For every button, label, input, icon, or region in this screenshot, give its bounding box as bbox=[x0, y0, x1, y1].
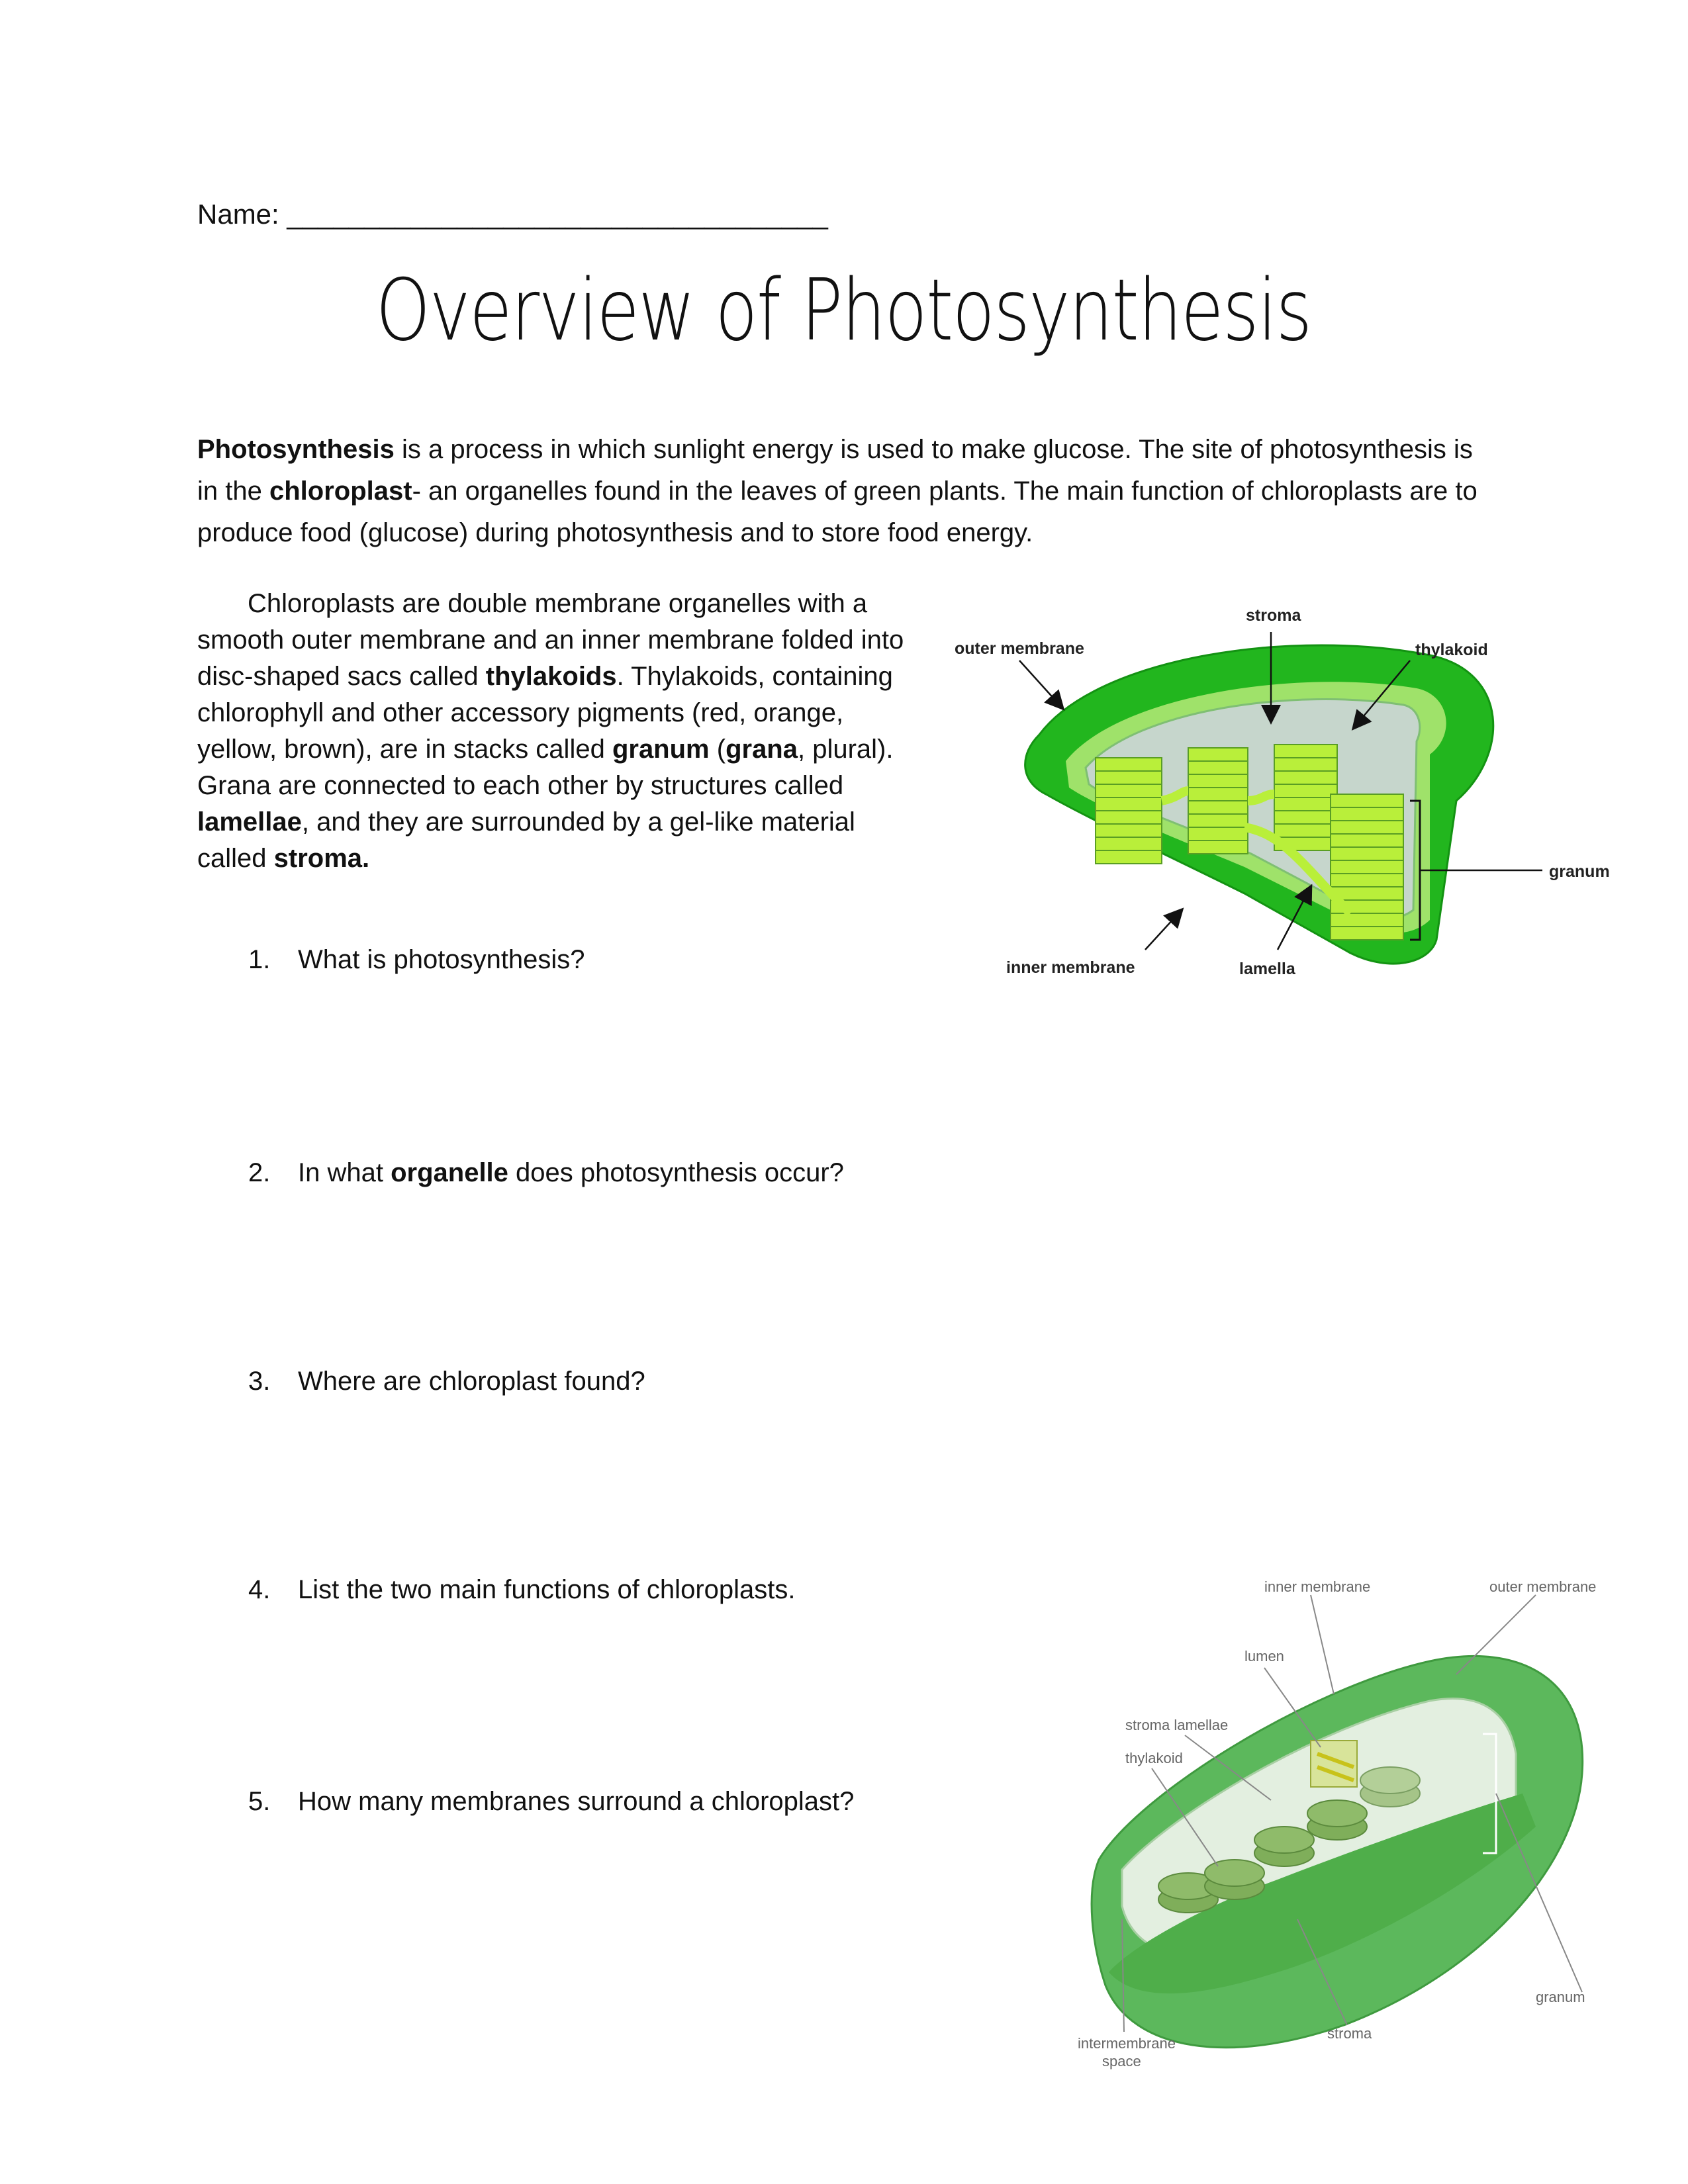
term-granum: granum bbox=[612, 735, 710, 764]
label-granum: granum bbox=[1549, 862, 1610, 881]
question-bold: organelle bbox=[391, 1158, 508, 1187]
question-text: List the two main functions of chloroplasts. bbox=[298, 1575, 796, 1604]
question-text: What is photosynthesis? bbox=[298, 945, 585, 974]
inner-membrane-arrow bbox=[1145, 910, 1182, 950]
leader-inner-membrane bbox=[1311, 1595, 1334, 1694]
intro-paragraph bbox=[197, 429, 1495, 554]
outer-membrane-arrow bbox=[1019, 660, 1062, 708]
question-5 bbox=[248, 1787, 854, 1817]
label-stroma-lamellae: stroma lamellae bbox=[1125, 1717, 1229, 1733]
label-granum-3d: granum bbox=[1536, 1989, 1585, 2005]
question-4 bbox=[248, 1575, 795, 1605]
label-lumen: lumen bbox=[1244, 1648, 1284, 1664]
label-inner-membrane-3d: inner membrane bbox=[1264, 1578, 1371, 1595]
term-grana: grana bbox=[726, 735, 798, 764]
label-outer-membrane: outer membrane bbox=[955, 639, 1084, 658]
question-number: 2. bbox=[248, 1158, 271, 1187]
label-stroma-3d: stroma bbox=[1327, 2025, 1372, 2042]
question-number: 1. bbox=[248, 945, 271, 974]
intro-text-1: is a process in which sunlight energy is used to make glucose. The site of photosynthesis is in the bbox=[197, 435, 1473, 506]
intro-text-2: - an organelles found in the leaves of green plants. The main function of chloroplasts are to produce food (glucose) during photosynthesis and to store food energy. bbox=[197, 477, 1477, 547]
term-stroma: stroma. bbox=[273, 844, 370, 873]
label-intermembrane-space: space bbox=[1102, 2053, 1141, 2070]
label-lamella: lamella bbox=[1239, 960, 1295, 978]
label-thylakoid: thylakoid bbox=[1415, 641, 1488, 659]
question-3 bbox=[248, 1367, 645, 1396]
para-text-1: Chloroplasts are double membrane organelles with a smooth outer membrane and an inner membrane folded into disc-shaped sacs called bbox=[197, 589, 904, 691]
name-label: Name: bbox=[197, 199, 279, 230]
term-chloroplast: chloroplast bbox=[269, 477, 412, 506]
question-text-end: does photosynthesis occur? bbox=[508, 1158, 844, 1187]
granum-stack-2 bbox=[1188, 748, 1248, 854]
term-photosynthesis: Photosynthesis bbox=[197, 435, 395, 464]
page-title: Overview of Photosynthesis bbox=[375, 261, 1311, 360]
question-text: In what bbox=[298, 1158, 391, 1187]
question-number: 3. bbox=[248, 1367, 271, 1396]
term-lamellae: lamellae bbox=[197, 807, 302, 837]
label-inner-membrane: inner membrane bbox=[1006, 958, 1135, 977]
granum-stack-4 bbox=[1331, 794, 1403, 940]
name-field[interactable] bbox=[197, 199, 828, 230]
granum-stack-1 bbox=[1096, 758, 1162, 864]
question-2 bbox=[248, 1158, 844, 1188]
chloroplast-diagram bbox=[927, 582, 1662, 1013]
label-thylakoid-3d: thylakoid bbox=[1125, 1750, 1183, 1766]
para-text-5: , and they are surrounded by a gel-like material called bbox=[197, 807, 855, 873]
label-outer-membrane-3d: outer membrane bbox=[1489, 1578, 1597, 1595]
para-text-2: . Thylakoids, containing chlorophyll and other accessory pigments (red, orange, yellow, brown), are in stacks called bbox=[197, 662, 893, 764]
para-text-4: , plural). Grana are connected to each other by structures called bbox=[197, 735, 894, 800]
question-text: Where are chloroplast found? bbox=[298, 1367, 645, 1396]
chloroplast-3d-body bbox=[1092, 1656, 1583, 2047]
label-stroma: stroma bbox=[1246, 606, 1301, 625]
chloroplast-3d-diagram bbox=[1059, 1575, 1615, 2105]
granum-stack-3 bbox=[1274, 745, 1337, 850]
para-text-3: ( bbox=[709, 735, 726, 764]
chloroplast-paragraph bbox=[197, 586, 906, 877]
term-thylakoids: thylakoids bbox=[485, 662, 617, 691]
label-intermembrane: intermembrane bbox=[1078, 2035, 1176, 2052]
question-text: How many membranes surround a chloroplast? bbox=[298, 1787, 855, 1816]
question-number: 5. bbox=[248, 1787, 271, 1816]
name-blank: ___________________________________ bbox=[287, 199, 828, 230]
question-number: 4. bbox=[248, 1575, 271, 1604]
question-1 bbox=[248, 945, 585, 975]
